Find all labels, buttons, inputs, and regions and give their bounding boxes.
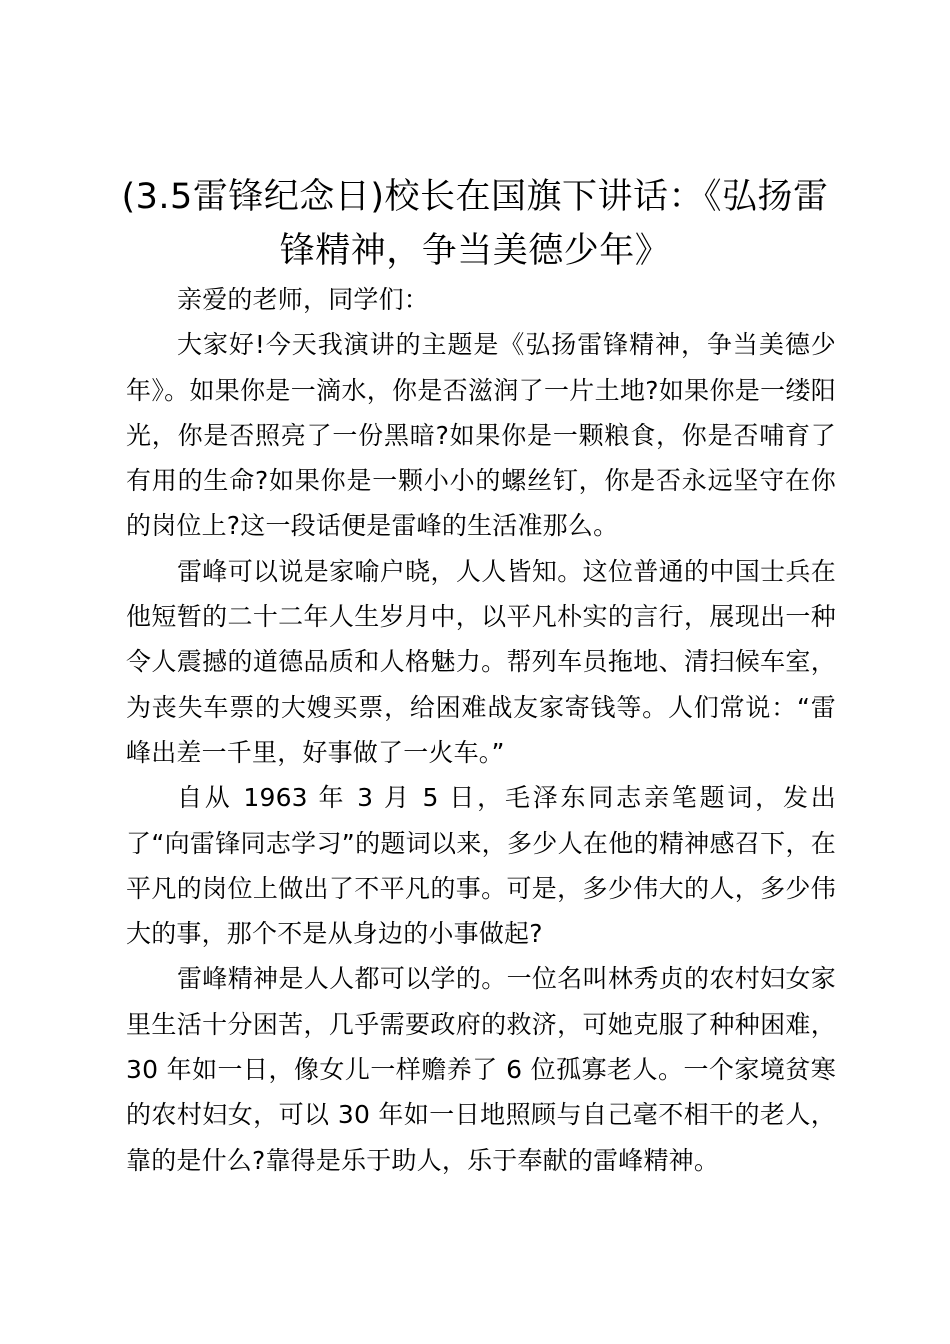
- greeting-paragraph: 亲爱的老师，同学们：: [177, 285, 430, 314]
- document-body: [126, 277, 836, 1183]
- body-paragraph-1: 大家好!今天我演讲的主题是《弘扬雷锋精神，争当美德少年》。如果你是一滴水，你是否滋润了一片土地?如果你是一缕阳光，你是否照亮了一份黑暗?如果你是一颗粮食，你是否哺育了有用的生命?如果你是一颗小小的螺丝钉，你是否永远坚守在你的岗位上?这一段话便是雷峰的生活准那么。: [126, 330, 836, 541]
- body-paragraph-2: 雷峰可以说是家喻户晓，人人皆知。这位普通的中国士兵在他短暂的二十二年人生岁月中，以平凡朴实的言行，展现出一种令人震撼的道德品质和人格魅力。帮列车员拖地、清扫候车室，为丧失车票的大嫂买票，给困难战友家寄钱等。人们常说：“雷峰出差一千里，好事做了一火车。”: [126, 556, 836, 767]
- document-title: (3.5雷锋纪念日)校长在国旗下讲话：《弘扬雷锋精神，争当美德少年》: [121, 177, 829, 271]
- body-paragraph-3: 自从 1963 年 3 月 5 日，毛泽东同志亲笔题词，发出了“向雷锋同志学习”的题词以来，多少人在他的精神感召下，在平凡的岗位上做出了不平凡的事。可是，多少伟大的人，多少伟大的事，那个不是从身边的小事做起?: [126, 783, 836, 949]
- body-paragraph-4: 雷峰精神是人人都可以学的。一位名叫林秀贞的农村妇女家里生活十分困苦，几乎需要政府的救济，可她克服了种种困难，30 年如一日，像女儿一样赡养了 6 位孤寡老人。一个家境贫寒的农村妇女，可以 30 年如一日地照顾与自己毫不相干的老人，靠的是什么?靠得是乐于助人，乐于奉献的雷峰精神。: [126, 964, 836, 1175]
